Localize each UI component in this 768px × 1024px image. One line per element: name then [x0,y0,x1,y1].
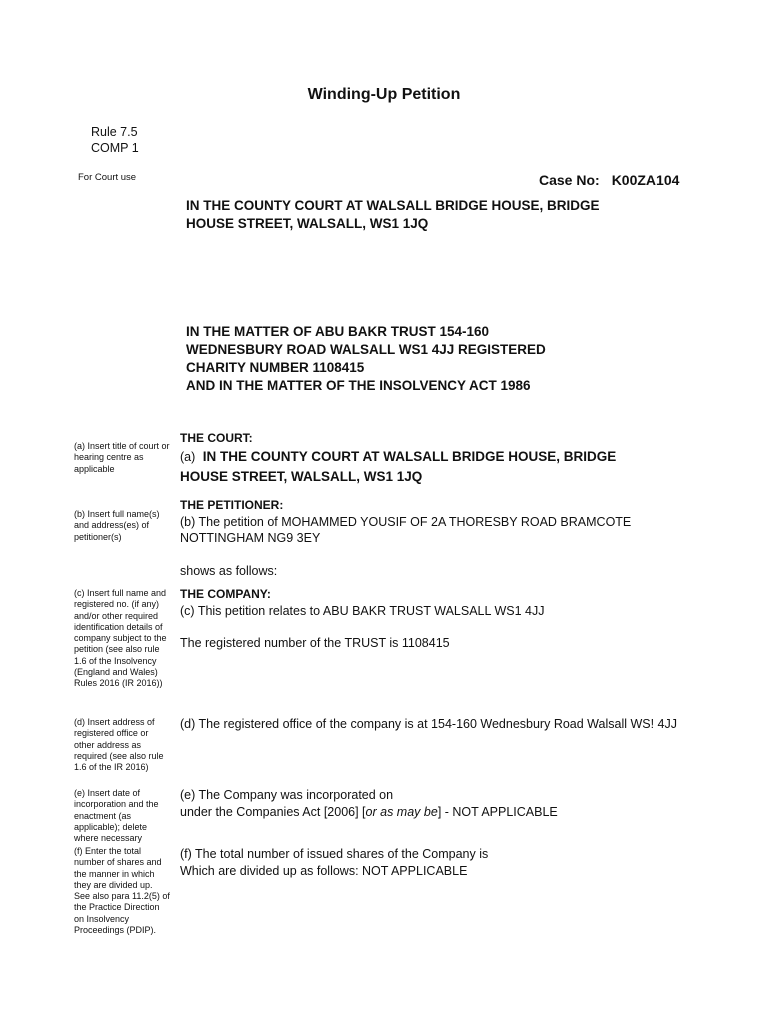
court-section [180,430,650,486]
petitioner-text: (b) The petition of MOHAMMED YOUSIF OF 2A THORESBY ROAD BRAMCOTE NOTTINGHAM NG9 3EY [180,514,632,545]
company-label: THE COMPANY: [180,587,271,601]
shares-section [180,846,740,879]
case-number-label: Case No: [539,172,600,188]
note-c: (c) Insert full name and registered no. (if any) and/or other required identification details of company subject to the petition (see also rule 1.6 of the Insolvency (England and Wales) Rules 2016 (IR 2016)) [74,588,167,689]
note-a: (a) Insert title of court or hearing centre as applicable [74,441,170,474]
case-number-value: K00ZA104 [611,172,680,188]
note-e: (e) Insert date of incorporation and the enactment (as applicable); delete where necessary [74,788,159,844]
insolvency-act-heading: AND IN THE MATTER OF THE INSOLVENCY ACT 1986 [186,378,531,393]
petitioner-section [180,497,650,547]
shares-division: Which are divided up as follows: NOT APPLICABLE [180,863,468,878]
rule-number: Rule 7.5 [91,125,138,139]
incorporation-section [180,787,740,820]
matter-heading: IN THE MATTER OF ABU BAKR TRUST 154-160 WEDNESBURY ROAD WALSALL WS1 4JJ REGISTERED CHARITY NUMBER 1108415 [186,324,546,375]
rule-reference [91,124,139,156]
note-f: (f) Enter the total number of shares and the manner in which they are divided up. See also para 11.2(5) of the Practice Direction on Insolvency Proceedings (PDIP). [74,846,170,936]
incorporation-date: (e) The Company was incorporated on [180,788,394,802]
registered-number: The registered number of the TRUST is 1108415 [180,636,450,650]
note-d: (d) Insert address of registered office or other address as required (see also rule 1.6 of the IR 2016) [74,717,164,773]
court-marker: (a) [180,449,196,464]
shows-as-follows: shows as follows: [180,564,278,578]
case-number [539,172,679,188]
court-name [180,447,650,486]
document-title: Winding-Up Petition [307,86,461,103]
petitioner-label: THE PETITIONER: [180,498,284,512]
note-b: (b) Insert full name(s) and address(es) of petitioner(s) [74,509,160,542]
for-court-use-label: For Court use [78,172,137,183]
court-heading: IN THE COUNTY COURT AT WALSALL BRIDGE HOUSE, BRIDGE HOUSE STREET, WALSALL, WS1 1JQ [186,198,600,231]
court-label: THE COURT: [180,431,253,445]
court-name-text: IN THE COUNTY COURT AT WALSALL BRIDGE HOUSE, BRIDGE HOUSE STREET, WALSALL, WS1 1JQ [180,448,617,484]
company-text: (c) This petition relates to ABU BAKR TRUST WALSALL WS1 4JJ [180,603,545,618]
form-code: COMP 1 [91,141,139,155]
incorporation-enactment: under the Companies Act [2006] [or as may be] - NOT APPLICABLE [180,804,558,819]
company-section [180,586,680,619]
shares-total: (f) The total number of issued shares of the Company is [180,847,489,861]
registered-office: (d) The registered office of the company is at 154-160 Wednesbury Road Walsall WS! 4JJ [180,717,678,731]
